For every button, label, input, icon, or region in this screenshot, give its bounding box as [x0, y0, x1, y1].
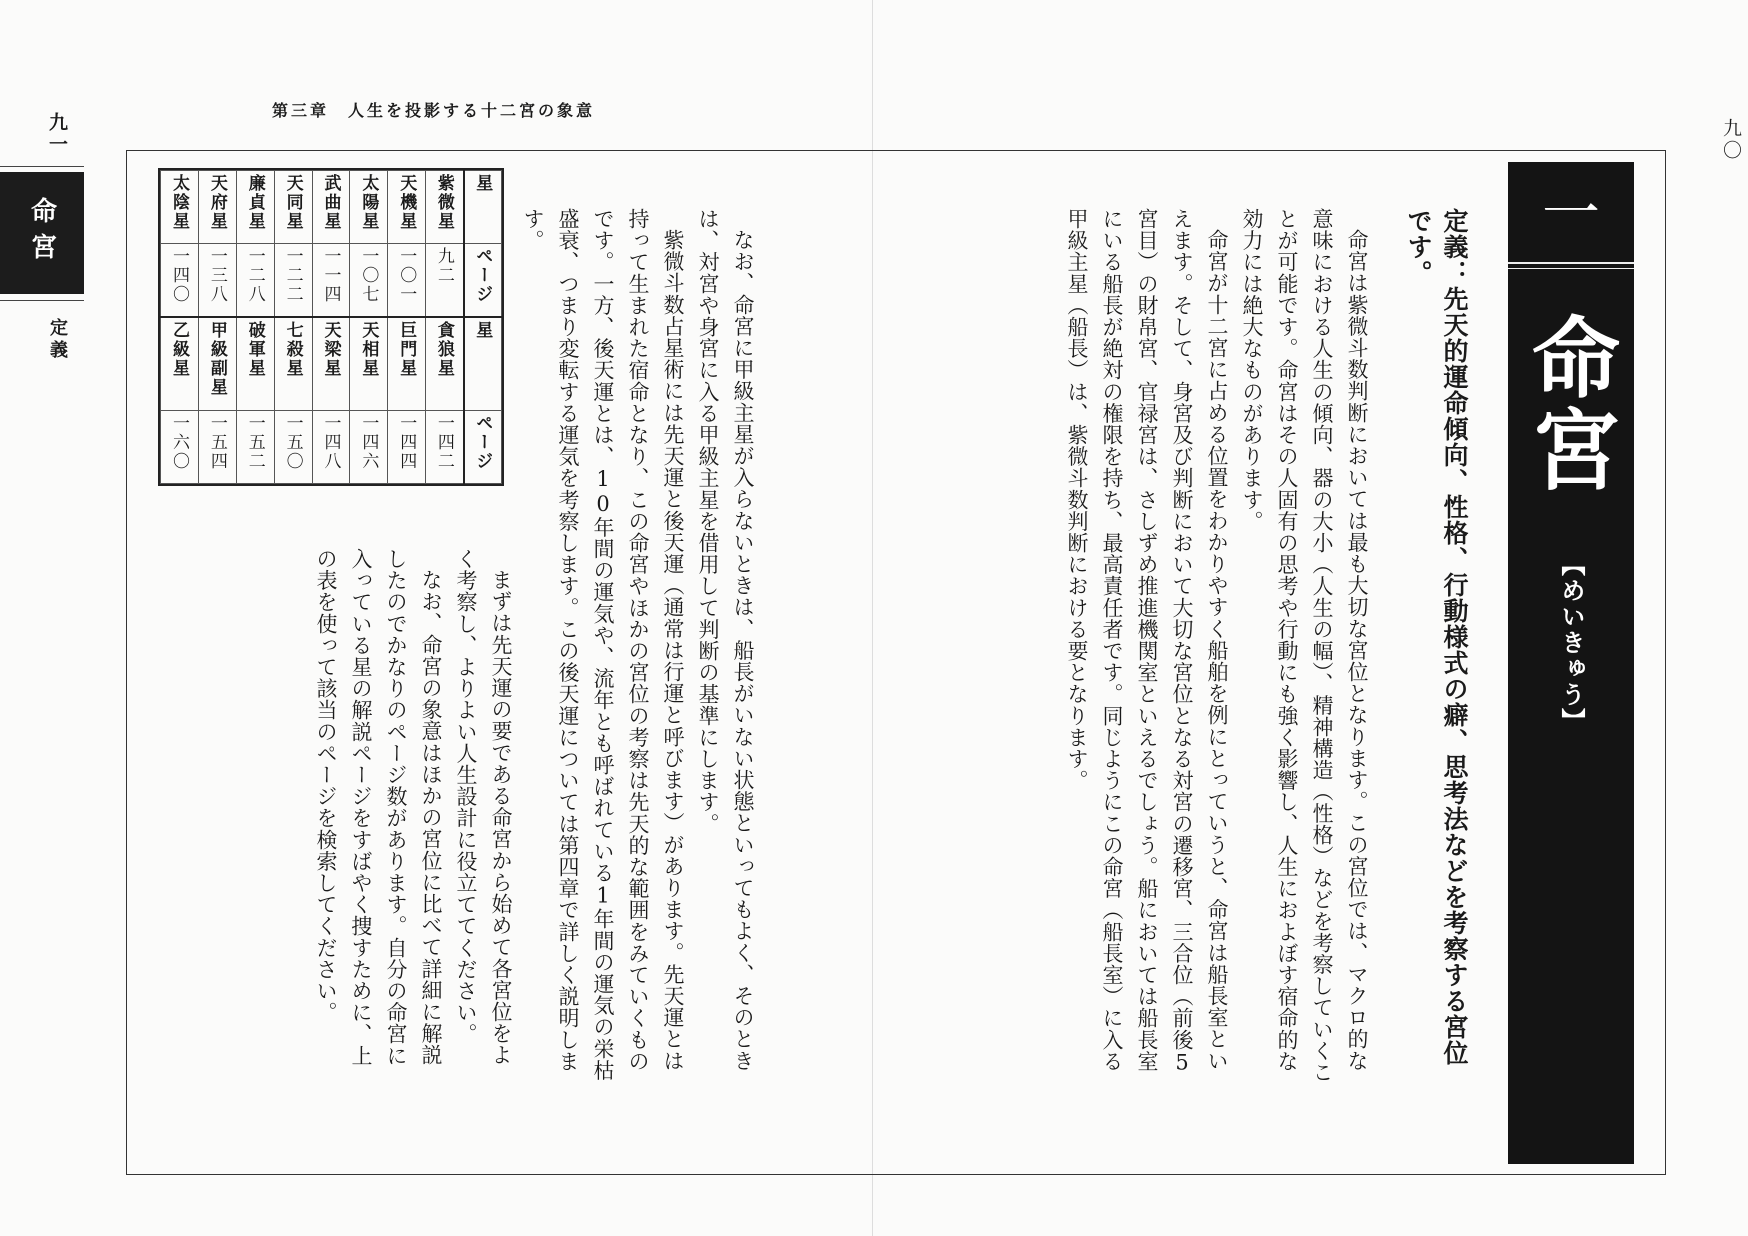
- paragraph: 命宮が十二宮に占める位置をわかりやすく船舶を例にとっていうと、命宮は船長室といえます。そして、身宮及び判断において大切な宮位となる対宮の遷移宮、三合位（前後5宮目）の財帛宮、官禄宮は、さしずめ推進機関室といえるでしょう。船においては船長室にいる船長が絶対の権限を持ち、最高責任者です。同じようにこの命宮（船長室）に入る甲級主星（船長）は、紫微斗数判断における要となります。: [1065, 208, 1229, 1075]
- page-number: 一四四: [396, 414, 417, 472]
- page-number: 一二二: [282, 246, 303, 304]
- page-number: 一一四: [320, 246, 341, 304]
- table-cell: [161, 411, 199, 484]
- table-cell: [426, 411, 464, 484]
- page-number: 一二八: [244, 246, 265, 304]
- column-header: ページ: [472, 246, 493, 304]
- column-header: ページ: [472, 414, 493, 472]
- page-number-right: 九〇: [1720, 118, 1742, 162]
- paragraph: なお、命宮に甲級主星が入らないときは、船長がいない状態といってもよく、そのときは、対宮や身宮に入る甲級主星を借用して判断の基準にします。: [696, 208, 755, 1072]
- table-cell: [388, 243, 426, 316]
- page-number: 一五二: [244, 414, 265, 472]
- page-number: 一五〇: [282, 414, 303, 472]
- table-header-cell: [464, 171, 502, 244]
- page-number: 一四八: [320, 414, 341, 472]
- table-cell: [426, 243, 464, 316]
- paragraph: まずは先天運の要である命宮から始めて各宮位をよく考察し、よりよい人生設計に役立ててください。: [454, 548, 513, 1066]
- star-name: 天梁星: [320, 320, 341, 378]
- table-header-cell: [464, 411, 502, 484]
- table-cell: [426, 317, 464, 411]
- section-number: 一: [1541, 179, 1600, 247]
- page-number: 一四六: [358, 414, 379, 472]
- section-label: 定義: [47, 318, 68, 362]
- table-cell: [161, 243, 199, 316]
- table-cell: [350, 411, 388, 484]
- star-name: 天同星: [282, 174, 303, 231]
- table-header-cell: [464, 243, 502, 316]
- thumb-rule-bottom: [0, 300, 84, 301]
- table-cell: [161, 317, 199, 411]
- note-text: [300, 548, 518, 1078]
- star-name: 天府星: [206, 174, 227, 231]
- table-cell: [274, 171, 312, 244]
- table-cell: [312, 171, 350, 244]
- star-name: 天相星: [358, 320, 379, 378]
- star-name: 乙級星: [168, 320, 189, 378]
- chapter-thumb-tab[interactable]: [0, 172, 84, 294]
- table-cell: [236, 411, 274, 484]
- table-header-cell: [464, 317, 502, 411]
- column-header: 星: [472, 320, 493, 340]
- title-band: [1508, 162, 1634, 1164]
- table-cell: [274, 243, 312, 316]
- table-cell: [350, 171, 388, 244]
- table-cell: [388, 317, 426, 411]
- star-name: 甲級副星: [206, 320, 227, 397]
- running-head: 第三章 人生を投影する十二宮の象意: [272, 101, 596, 120]
- page-number: 一〇一: [396, 246, 417, 304]
- paragraph: 紫微斗数占星術には先天運と後天運（通常は行運と呼びます）があります。先天運とは持って生まれた宿命となり、この命宮やほかの宮位の考察は先天的な範囲をみていくものです。一方、後天運とは、10年間の運気や、流年とも呼ばれている1年間の運気の栄枯盛衰、つまり変転する運気を考察します。この後天運については第四章で詳しく説明します。: [521, 208, 685, 1081]
- intro-text: [1044, 208, 1374, 1088]
- star-name: 七殺星: [282, 320, 303, 378]
- star-name: 武曲星: [320, 174, 341, 231]
- star-page-table: [158, 168, 504, 486]
- page-number: 一四〇: [168, 246, 189, 304]
- table-cell: [236, 243, 274, 316]
- page-number: 一五四: [206, 414, 227, 472]
- paragraph: 命宮は紫微斗数判断においては最も大切な宮位となります。この宮位では、マクロ的な意味における人生の傾向、器の大小（人生の幅）、精神構造（性格）などを考察していくことが可能です。命宮はその人固有の思考や行動にも強く影響し、人生におよぼす宿命的な効力には絶大なものがあります。: [1240, 208, 1369, 1084]
- table-cell: [274, 317, 312, 411]
- table-cell: [426, 171, 464, 244]
- table-cell: [350, 317, 388, 411]
- star-name: 天機星: [396, 174, 417, 231]
- table-cell: [236, 317, 274, 411]
- band-rule: [1508, 268, 1634, 269]
- table-cell: [350, 243, 388, 316]
- fate-text: [521, 208, 760, 1088]
- page-number: 一〇七: [358, 246, 379, 304]
- table-cell: [161, 171, 199, 244]
- star-name: 太陽星: [358, 174, 379, 231]
- page-number: 一六〇: [168, 414, 189, 472]
- title-reading: 【めいきゅう】: [1557, 552, 1586, 734]
- table-cell: [236, 171, 274, 244]
- table-cell: [274, 411, 312, 484]
- table-cell: [312, 243, 350, 316]
- star-name: 破軍星: [244, 320, 265, 378]
- star-name: 紫微星: [433, 174, 454, 231]
- table-cell: [312, 317, 350, 411]
- star-name: 巨門星: [396, 320, 417, 378]
- table-cell: [388, 411, 426, 484]
- thumb-title: 命宮: [26, 197, 57, 269]
- thumb-rule-top: [0, 166, 84, 167]
- page-number: 一三八: [206, 246, 227, 304]
- column-header: 星: [472, 174, 493, 193]
- star-name: 太陰星: [168, 174, 189, 231]
- paragraph: なお、命宮の象意はほかの宮位に比べて詳細に解説したのでかなりのページ数があります。自分の命宮に入っている星の解説ページをすばやく捜すために、上の表を使って該当のページを検索してください。: [314, 548, 443, 1067]
- table-cell: [198, 317, 236, 411]
- page-number: 一四二: [433, 414, 454, 472]
- table-cell: [388, 171, 426, 244]
- table-cell: [312, 411, 350, 484]
- band-rule: [1508, 262, 1634, 264]
- page-title: 命宮: [1518, 312, 1622, 496]
- star-name: 廉貞星: [244, 174, 265, 231]
- star-name: 貪狼星: [433, 320, 454, 378]
- definition-heading: 定義：先天的運命傾向、性格、行動様式の癖、思考法などを考察する宮位です。: [1404, 208, 1469, 1066]
- table-cell: [198, 171, 236, 244]
- table-cell: [198, 243, 236, 316]
- page-number-left: 九一: [46, 112, 68, 156]
- table-cell: [198, 411, 236, 484]
- page-number: 九二: [433, 246, 454, 285]
